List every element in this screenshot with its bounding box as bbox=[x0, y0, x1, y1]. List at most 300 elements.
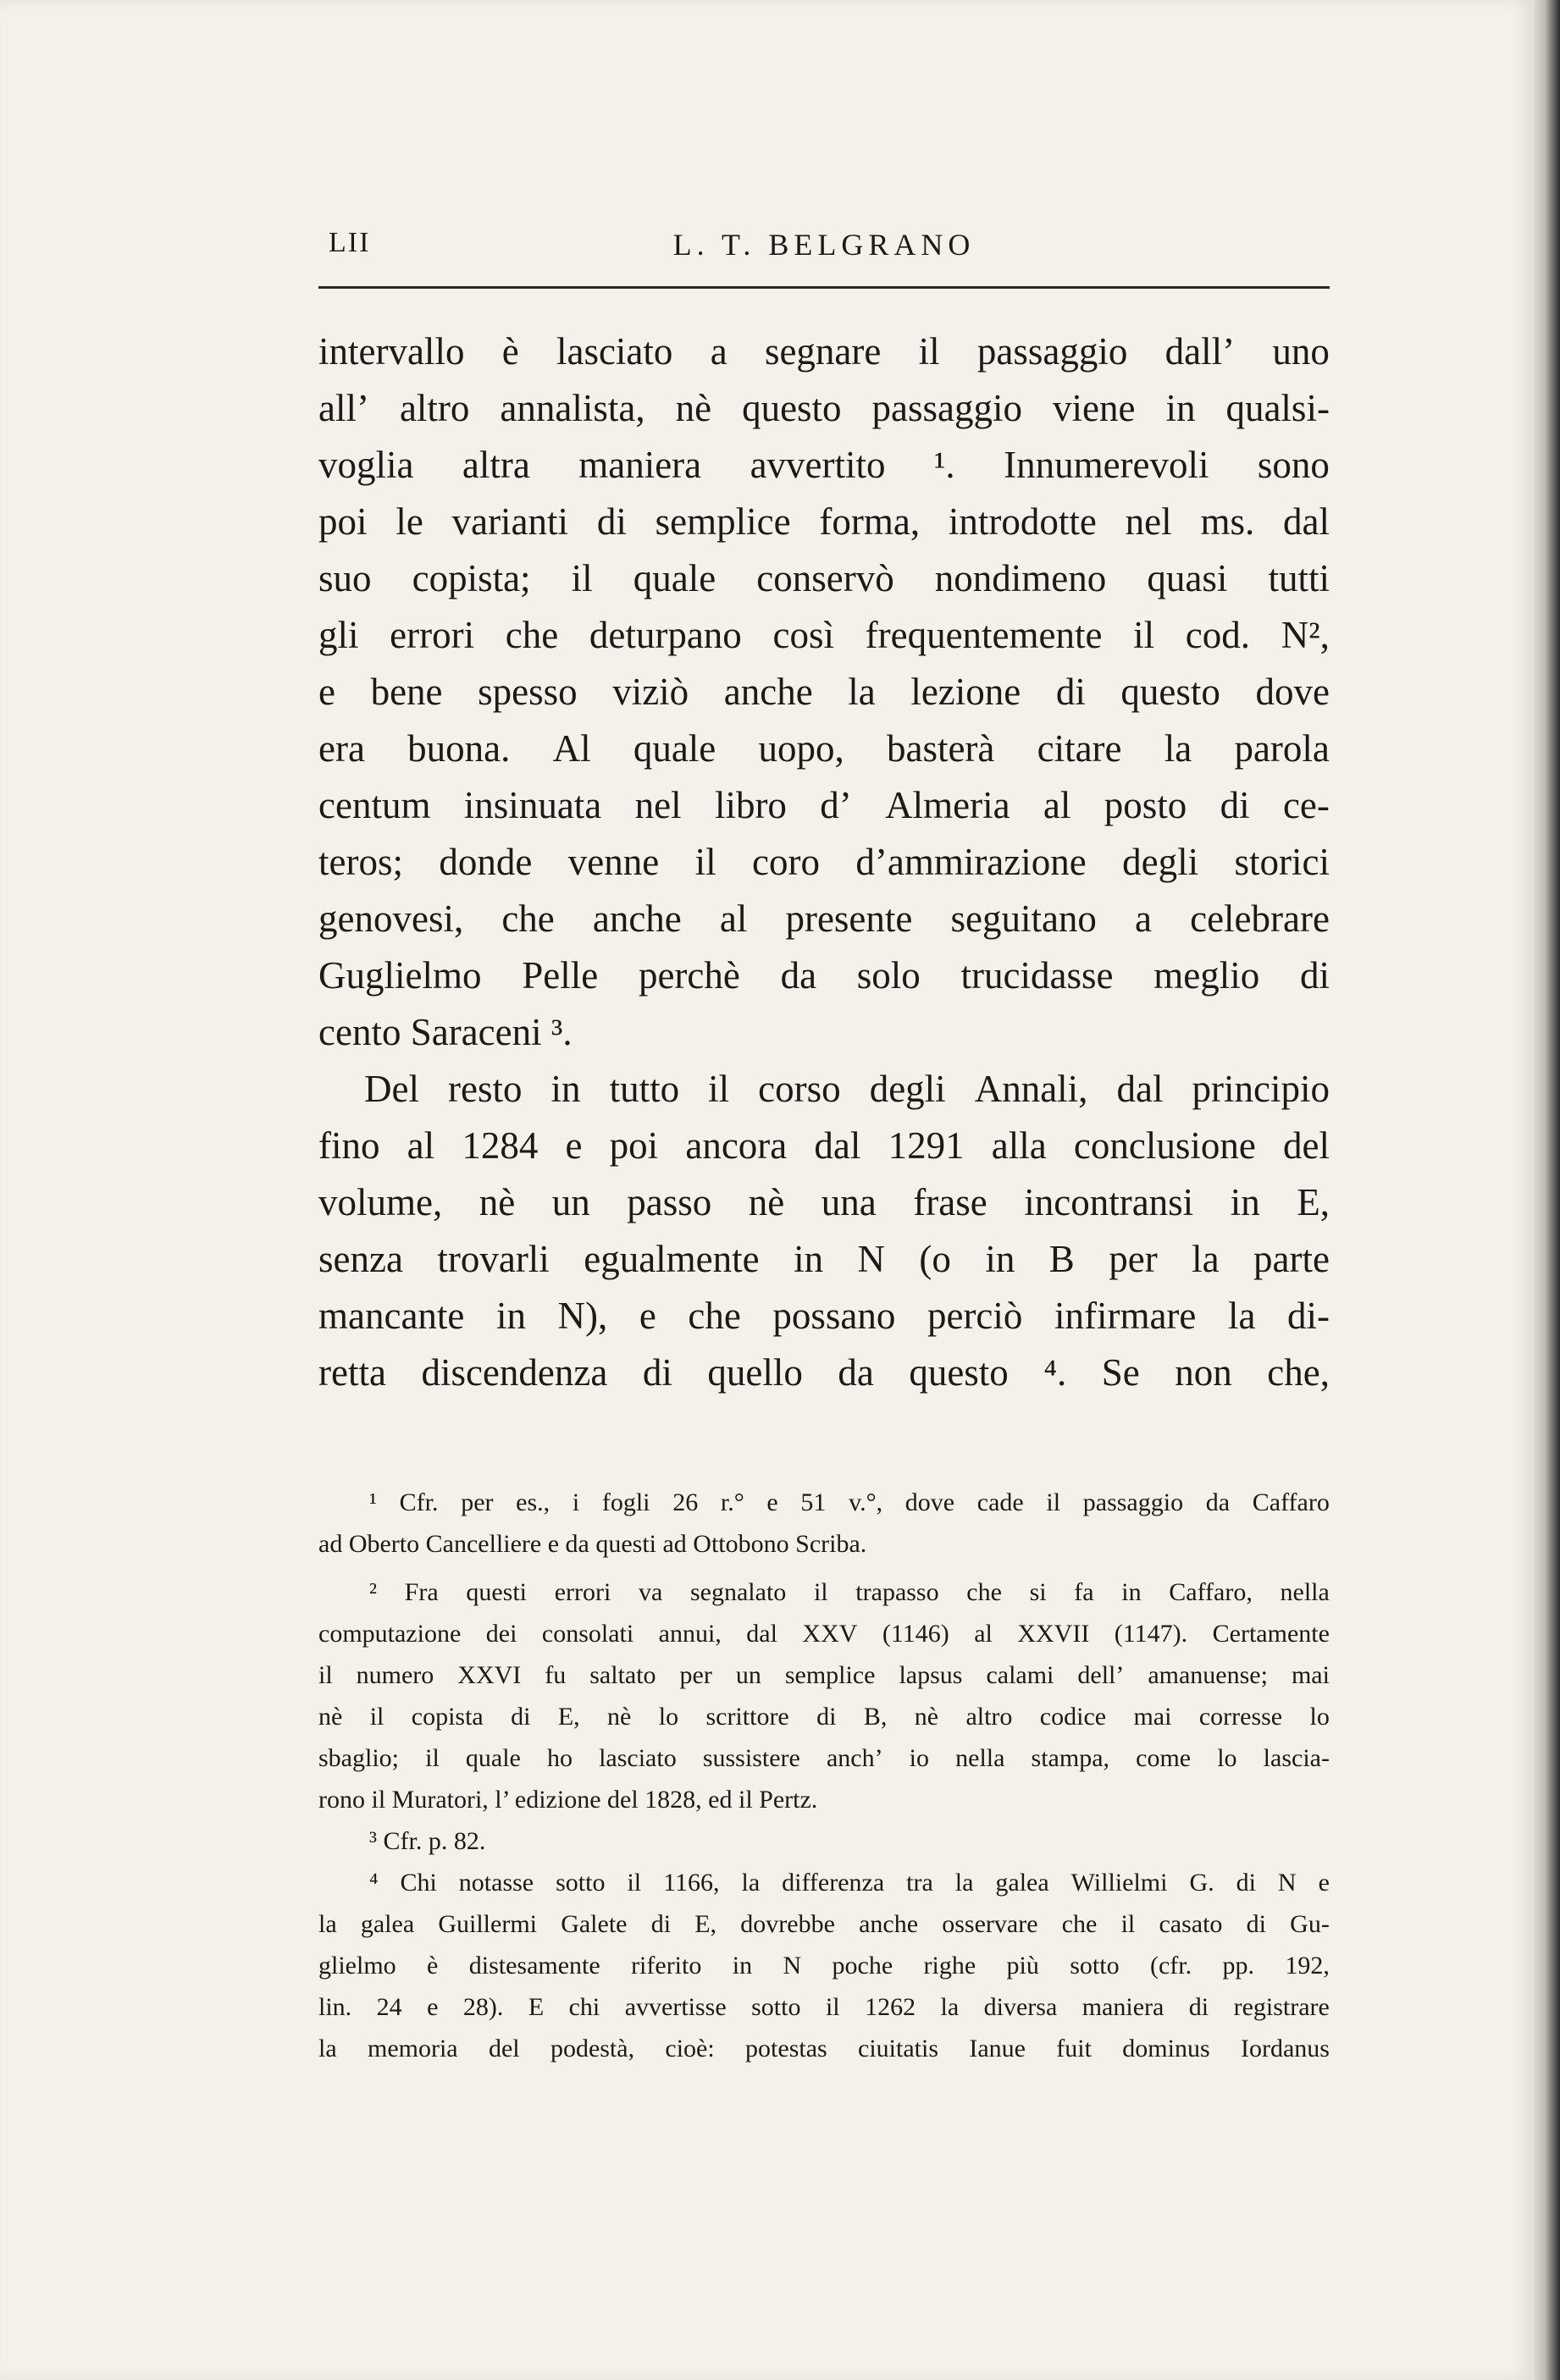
word: ms. bbox=[1200, 500, 1255, 543]
word: il bbox=[918, 330, 940, 373]
folio-number: LII bbox=[329, 227, 371, 258]
word: di bbox=[596, 500, 627, 543]
word: v.°, bbox=[849, 1488, 883, 1516]
footnote-line bbox=[318, 1903, 1330, 1945]
word: dal bbox=[1116, 1068, 1164, 1110]
footnote-line bbox=[318, 1986, 1330, 2028]
body-line bbox=[318, 1061, 1330, 1118]
word: tutti bbox=[1268, 557, 1330, 599]
word: donde bbox=[439, 841, 533, 883]
word: fa bbox=[1074, 1578, 1094, 1606]
word: alla bbox=[991, 1124, 1047, 1167]
body-line bbox=[318, 834, 1330, 891]
word: memoria bbox=[367, 2035, 458, 2062]
body-line bbox=[318, 721, 1330, 777]
word: nè bbox=[748, 1181, 785, 1223]
word: anche bbox=[592, 897, 682, 940]
word: la bbox=[318, 1910, 337, 1938]
body-line bbox=[318, 1288, 1330, 1345]
word: come bbox=[1136, 1744, 1192, 1772]
word: d’ammirazione bbox=[855, 841, 1087, 883]
word: Cfr. bbox=[399, 1488, 439, 1516]
word: degli bbox=[869, 1068, 946, 1110]
body-line bbox=[318, 1345, 1330, 1401]
footnote-line bbox=[318, 1654, 1330, 1696]
footnote-line bbox=[318, 1862, 1330, 1903]
word: il bbox=[318, 1661, 333, 1689]
body-text bbox=[318, 323, 1330, 1401]
word: la bbox=[1192, 1238, 1220, 1280]
word: introdotte bbox=[948, 500, 1097, 543]
word: righe bbox=[923, 1952, 976, 1980]
word: registrare bbox=[1233, 1993, 1330, 2021]
word: Annali, bbox=[974, 1068, 1088, 1110]
word: passaggio bbox=[871, 387, 1023, 429]
word: parte bbox=[1253, 1238, 1330, 1280]
word: uno bbox=[1272, 330, 1330, 373]
word: dal bbox=[1283, 500, 1330, 543]
word: ⁴ bbox=[369, 1869, 379, 1897]
word: tra bbox=[906, 1869, 933, 1897]
body-line: cento Saraceni ³. bbox=[318, 1011, 573, 1053]
word: da bbox=[838, 1351, 874, 1394]
word: ⁴. bbox=[1043, 1351, 1067, 1394]
word: solo bbox=[856, 954, 921, 997]
word: nel bbox=[1125, 500, 1172, 543]
word: quale bbox=[465, 1744, 521, 1772]
word: poi bbox=[609, 1124, 659, 1167]
word: lo bbox=[1217, 1744, 1237, 1772]
word: E bbox=[528, 1993, 545, 2021]
word: lascia- bbox=[1263, 1744, 1330, 1772]
word: sono bbox=[1257, 444, 1330, 486]
word: il bbox=[1046, 1488, 1061, 1516]
word: calami bbox=[986, 1661, 1054, 1689]
word: teros; bbox=[318, 841, 403, 883]
word: presente bbox=[785, 897, 913, 940]
word: senza bbox=[318, 1238, 403, 1280]
word: i bbox=[572, 1488, 580, 1516]
body-line bbox=[318, 323, 1330, 380]
word: il bbox=[1133, 614, 1155, 656]
word: Almeria bbox=[885, 784, 1010, 826]
word: codice bbox=[1039, 1703, 1107, 1731]
word: discendenza bbox=[421, 1351, 608, 1394]
word: e bbox=[1318, 1869, 1330, 1897]
word: E, bbox=[1297, 1181, 1330, 1223]
word: il bbox=[571, 557, 593, 599]
word: qualsi- bbox=[1225, 387, 1330, 429]
running-head: L. T. BELGRANO bbox=[672, 228, 976, 262]
word: di bbox=[511, 1703, 531, 1731]
word: potestas bbox=[745, 2035, 827, 2062]
footnote-line bbox=[318, 1482, 1330, 1523]
word: galea bbox=[995, 1869, 1049, 1897]
body-line bbox=[318, 437, 1330, 494]
word: lasciato bbox=[556, 330, 673, 373]
word: resto bbox=[448, 1068, 523, 1110]
word: viene bbox=[1053, 387, 1136, 429]
word: Willielmi bbox=[1070, 1869, 1168, 1897]
word: degli bbox=[1122, 841, 1199, 883]
body-line bbox=[318, 947, 1330, 1004]
word: frase bbox=[913, 1181, 987, 1223]
header-rule bbox=[318, 286, 1330, 289]
word: N², bbox=[1281, 614, 1330, 656]
word: dove bbox=[1255, 671, 1330, 713]
word: dovrebbe bbox=[740, 1910, 835, 1938]
word: annui, bbox=[658, 1620, 722, 1648]
word: Caffaro, bbox=[1169, 1578, 1253, 1606]
word: Chi bbox=[400, 1869, 437, 1897]
word: nè bbox=[479, 1181, 516, 1223]
word: corresse bbox=[1198, 1703, 1283, 1731]
footnote-line bbox=[318, 1945, 1330, 1986]
word: lasciato bbox=[599, 1744, 677, 1772]
word: spesso bbox=[478, 671, 578, 713]
word: fuit bbox=[1056, 2035, 1092, 2062]
word: in bbox=[732, 1952, 753, 1980]
word: che bbox=[1061, 1910, 1098, 1938]
word: Guglielmo bbox=[318, 954, 482, 997]
word: quello bbox=[707, 1351, 803, 1394]
word: G. bbox=[1189, 1869, 1214, 1897]
word: nella bbox=[1280, 1578, 1330, 1606]
word: al bbox=[974, 1620, 993, 1648]
word: XXV bbox=[802, 1620, 858, 1648]
word: (cfr. bbox=[1149, 1952, 1192, 1980]
word: più bbox=[1006, 1952, 1039, 1980]
word: d’ bbox=[820, 784, 852, 826]
word: di bbox=[1246, 1910, 1266, 1938]
word: numero bbox=[356, 1661, 434, 1689]
word: chi bbox=[568, 1993, 600, 2021]
page-header bbox=[318, 227, 1330, 271]
word: Iordanus bbox=[1240, 2035, 1330, 2062]
word: ¹. bbox=[933, 444, 955, 486]
word: 1284 bbox=[462, 1124, 539, 1167]
word: al bbox=[407, 1124, 435, 1167]
word: quasi bbox=[1147, 557, 1228, 599]
body-line bbox=[318, 607, 1330, 664]
word: che bbox=[501, 897, 555, 940]
word: al bbox=[719, 897, 748, 940]
word: XXVI bbox=[457, 1661, 522, 1689]
word: la bbox=[741, 1869, 761, 1897]
word: di bbox=[1188, 1993, 1209, 2021]
word: basterà bbox=[886, 727, 995, 770]
word: un bbox=[551, 1181, 590, 1223]
word: maniera bbox=[578, 444, 702, 486]
word: fu bbox=[545, 1661, 567, 1689]
body-line bbox=[318, 494, 1330, 550]
word: N bbox=[857, 1238, 885, 1280]
word: cade bbox=[976, 1488, 1024, 1516]
word: passaggio bbox=[976, 330, 1128, 373]
word: forma, bbox=[819, 500, 921, 543]
body-line bbox=[318, 664, 1330, 721]
word: gli bbox=[318, 614, 359, 656]
word: altra bbox=[462, 444, 530, 486]
word: passaggio bbox=[1082, 1488, 1184, 1516]
word: nè bbox=[914, 1703, 939, 1731]
word: ² bbox=[369, 1578, 377, 1606]
word: venne bbox=[567, 841, 660, 883]
word: deturpano bbox=[589, 614, 742, 656]
word: copista bbox=[411, 1703, 484, 1731]
word: una bbox=[821, 1181, 877, 1223]
word: N bbox=[1277, 1869, 1297, 1897]
word: al bbox=[1043, 784, 1071, 826]
footnote-line bbox=[318, 1613, 1330, 1654]
word: di bbox=[1220, 784, 1250, 826]
word: ancora bbox=[685, 1124, 788, 1167]
word: segnalato bbox=[689, 1578, 787, 1606]
word: (1146) bbox=[882, 1620, 949, 1648]
word: retta bbox=[318, 1351, 386, 1394]
word: dal bbox=[814, 1124, 861, 1167]
word: pp. bbox=[1222, 1952, 1254, 1980]
word: fogli bbox=[601, 1488, 650, 1516]
word: il bbox=[369, 1703, 384, 1731]
word: e bbox=[565, 1124, 583, 1167]
body-line bbox=[318, 777, 1330, 834]
word: scrittore bbox=[705, 1703, 789, 1731]
word: semplice bbox=[655, 500, 791, 543]
word: posto bbox=[1104, 784, 1187, 826]
word: nè bbox=[675, 387, 712, 429]
word: galea bbox=[360, 1910, 415, 1938]
word: anche bbox=[859, 1910, 919, 1938]
word: Al bbox=[552, 727, 591, 770]
word: trapasso bbox=[855, 1578, 939, 1606]
word: conservò bbox=[756, 557, 894, 599]
body-line bbox=[318, 1231, 1330, 1288]
word: coro bbox=[752, 841, 820, 883]
word: che, bbox=[1267, 1351, 1330, 1394]
word: annalista, bbox=[500, 387, 645, 429]
word: nè bbox=[318, 1703, 343, 1731]
word: buona. bbox=[407, 727, 511, 770]
word: 24 bbox=[376, 1993, 402, 2021]
word: si bbox=[1029, 1578, 1047, 1606]
word: nella bbox=[955, 1744, 1005, 1772]
word: principio bbox=[1192, 1068, 1330, 1110]
word: Innumerevoli bbox=[1004, 444, 1209, 486]
word: intervallo bbox=[318, 330, 465, 373]
word: glielmo bbox=[318, 1952, 396, 1980]
word: r.° bbox=[720, 1488, 744, 1516]
word: e bbox=[427, 1993, 439, 2021]
word: meglio bbox=[1153, 954, 1260, 997]
word: frequentemente bbox=[865, 614, 1103, 656]
word: e bbox=[766, 1488, 778, 1516]
word: consolati bbox=[541, 1620, 634, 1648]
word: 1166, bbox=[663, 1869, 720, 1897]
word: poche bbox=[832, 1952, 893, 1980]
word: uopo, bbox=[758, 727, 844, 770]
word: mai bbox=[1133, 1703, 1172, 1731]
word: possano bbox=[772, 1295, 896, 1337]
word: ce- bbox=[1282, 784, 1330, 826]
word: conclusione bbox=[1073, 1124, 1256, 1167]
word: sotto bbox=[751, 1993, 801, 2021]
word: in bbox=[985, 1238, 1015, 1280]
word: podestà, bbox=[550, 2035, 635, 2062]
word: dal bbox=[746, 1620, 777, 1648]
word: 1291 bbox=[888, 1124, 965, 1167]
word: poi bbox=[318, 500, 368, 543]
word: corso bbox=[758, 1068, 841, 1110]
word: questo bbox=[1120, 671, 1220, 713]
word: B, bbox=[863, 1703, 888, 1731]
word: per bbox=[679, 1661, 712, 1689]
word: in bbox=[550, 1068, 581, 1110]
word: di bbox=[650, 1910, 672, 1938]
body-line bbox=[318, 550, 1330, 607]
word: la bbox=[1164, 727, 1192, 770]
word: lapsus bbox=[899, 1661, 963, 1689]
word: errori bbox=[554, 1578, 611, 1606]
word: bene bbox=[370, 671, 443, 713]
word: (o bbox=[919, 1238, 951, 1280]
word: XXVII bbox=[1017, 1620, 1090, 1648]
word: viziò bbox=[612, 671, 689, 713]
word: storici bbox=[1234, 841, 1330, 883]
word: notasse bbox=[458, 1869, 534, 1897]
word: avvertito bbox=[750, 444, 886, 486]
word: riferito bbox=[631, 1952, 702, 1980]
footnote-line: rono il Muratori, l’ edizione del 1828, ed il Pertz. bbox=[318, 1786, 818, 1814]
footnote-line bbox=[318, 1737, 1330, 1779]
word: così bbox=[772, 614, 834, 656]
word: a bbox=[710, 330, 727, 373]
word: insinuata bbox=[463, 784, 602, 826]
word: altro bbox=[399, 387, 470, 429]
word: lo bbox=[658, 1703, 679, 1731]
word: differenza bbox=[782, 1869, 885, 1897]
word: errori bbox=[390, 614, 475, 656]
word: es., bbox=[516, 1488, 550, 1516]
word: la bbox=[954, 1869, 974, 1897]
word: Fra bbox=[404, 1578, 439, 1606]
footnotes bbox=[318, 1482, 1330, 2069]
word: genovesi, bbox=[318, 897, 464, 940]
word: sotto bbox=[556, 1869, 606, 1897]
word: ciuitatis bbox=[858, 2035, 939, 2062]
word: la bbox=[848, 671, 876, 713]
word: questi bbox=[466, 1578, 528, 1606]
word: Guillermi bbox=[438, 1910, 537, 1938]
word: in bbox=[1165, 387, 1196, 429]
word: dove bbox=[904, 1488, 955, 1516]
word: in bbox=[1230, 1181, 1260, 1223]
word: che bbox=[505, 614, 559, 656]
word: stampa, bbox=[1031, 1744, 1110, 1772]
word: io bbox=[909, 1744, 930, 1772]
footnote-line bbox=[318, 1696, 1330, 1737]
word: nè bbox=[607, 1703, 632, 1731]
word: quale bbox=[633, 727, 716, 770]
word: lin. bbox=[318, 1993, 352, 2021]
word: Galete bbox=[561, 1910, 628, 1938]
word: va bbox=[638, 1578, 663, 1606]
word: Gu- bbox=[1290, 1910, 1330, 1938]
word: di bbox=[642, 1351, 672, 1394]
word: il bbox=[813, 1578, 828, 1606]
word: E, bbox=[557, 1703, 580, 1731]
footnote-line bbox=[318, 1571, 1330, 1613]
word: da bbox=[780, 954, 817, 997]
word: di bbox=[1236, 1869, 1256, 1897]
word: passo bbox=[627, 1181, 712, 1223]
word: è bbox=[501, 330, 519, 373]
word: non bbox=[1175, 1351, 1232, 1394]
word: sbaglio; bbox=[318, 1744, 399, 1772]
word: quale bbox=[633, 557, 716, 599]
word: fino bbox=[318, 1124, 380, 1167]
footnote-line bbox=[318, 2028, 1330, 2069]
word: Del bbox=[364, 1068, 419, 1110]
word: libro bbox=[714, 784, 787, 826]
word: Ianue bbox=[969, 2035, 1026, 2062]
word: copista; bbox=[412, 557, 531, 599]
word: il bbox=[694, 841, 716, 883]
word: nel bbox=[634, 784, 682, 826]
word: N), bbox=[557, 1295, 608, 1337]
word: sotto bbox=[1070, 1952, 1120, 1980]
word: in bbox=[1121, 1578, 1142, 1606]
word: 26 bbox=[672, 1488, 699, 1516]
word: all’ bbox=[318, 387, 369, 429]
word: ho bbox=[546, 1744, 573, 1772]
word: le bbox=[396, 500, 423, 543]
word: è bbox=[427, 1952, 439, 1980]
word: il bbox=[825, 1993, 840, 2021]
word: del bbox=[1282, 1124, 1330, 1167]
word: maniera bbox=[1081, 1993, 1164, 2021]
word: che bbox=[688, 1295, 741, 1337]
word: un bbox=[735, 1661, 761, 1689]
word: che bbox=[966, 1578, 1002, 1606]
word: di- bbox=[1287, 1295, 1330, 1337]
word: N bbox=[783, 1952, 802, 1980]
word: seguitano bbox=[950, 897, 1097, 940]
word: sussistere bbox=[702, 1744, 800, 1772]
word: di bbox=[1299, 954, 1330, 997]
word: varianti bbox=[451, 500, 569, 543]
word: tutto bbox=[609, 1068, 680, 1110]
word: B bbox=[1048, 1238, 1075, 1280]
word: dominus bbox=[1122, 2035, 1210, 2062]
word: diversa bbox=[983, 1993, 1058, 2021]
footnote-line: ad Oberto Cancelliere e da questi ad Ottobono Scriba. bbox=[318, 1530, 867, 1558]
body-line bbox=[318, 380, 1330, 437]
word: dall’ bbox=[1164, 330, 1236, 373]
word: saltato bbox=[589, 1661, 656, 1689]
word: anch’ bbox=[826, 1744, 883, 1772]
word: mai bbox=[1291, 1661, 1330, 1689]
word: celebrare bbox=[1190, 897, 1330, 940]
word: e bbox=[639, 1295, 656, 1337]
word: perchè bbox=[638, 954, 740, 997]
word: la bbox=[940, 1993, 960, 2021]
word: volume, bbox=[318, 1181, 443, 1223]
word: avvertisse bbox=[624, 1993, 727, 2021]
word: centum bbox=[318, 784, 431, 826]
word: era bbox=[318, 727, 365, 770]
footnote-line: ³ Cfr. p. 82. bbox=[369, 1827, 486, 1855]
